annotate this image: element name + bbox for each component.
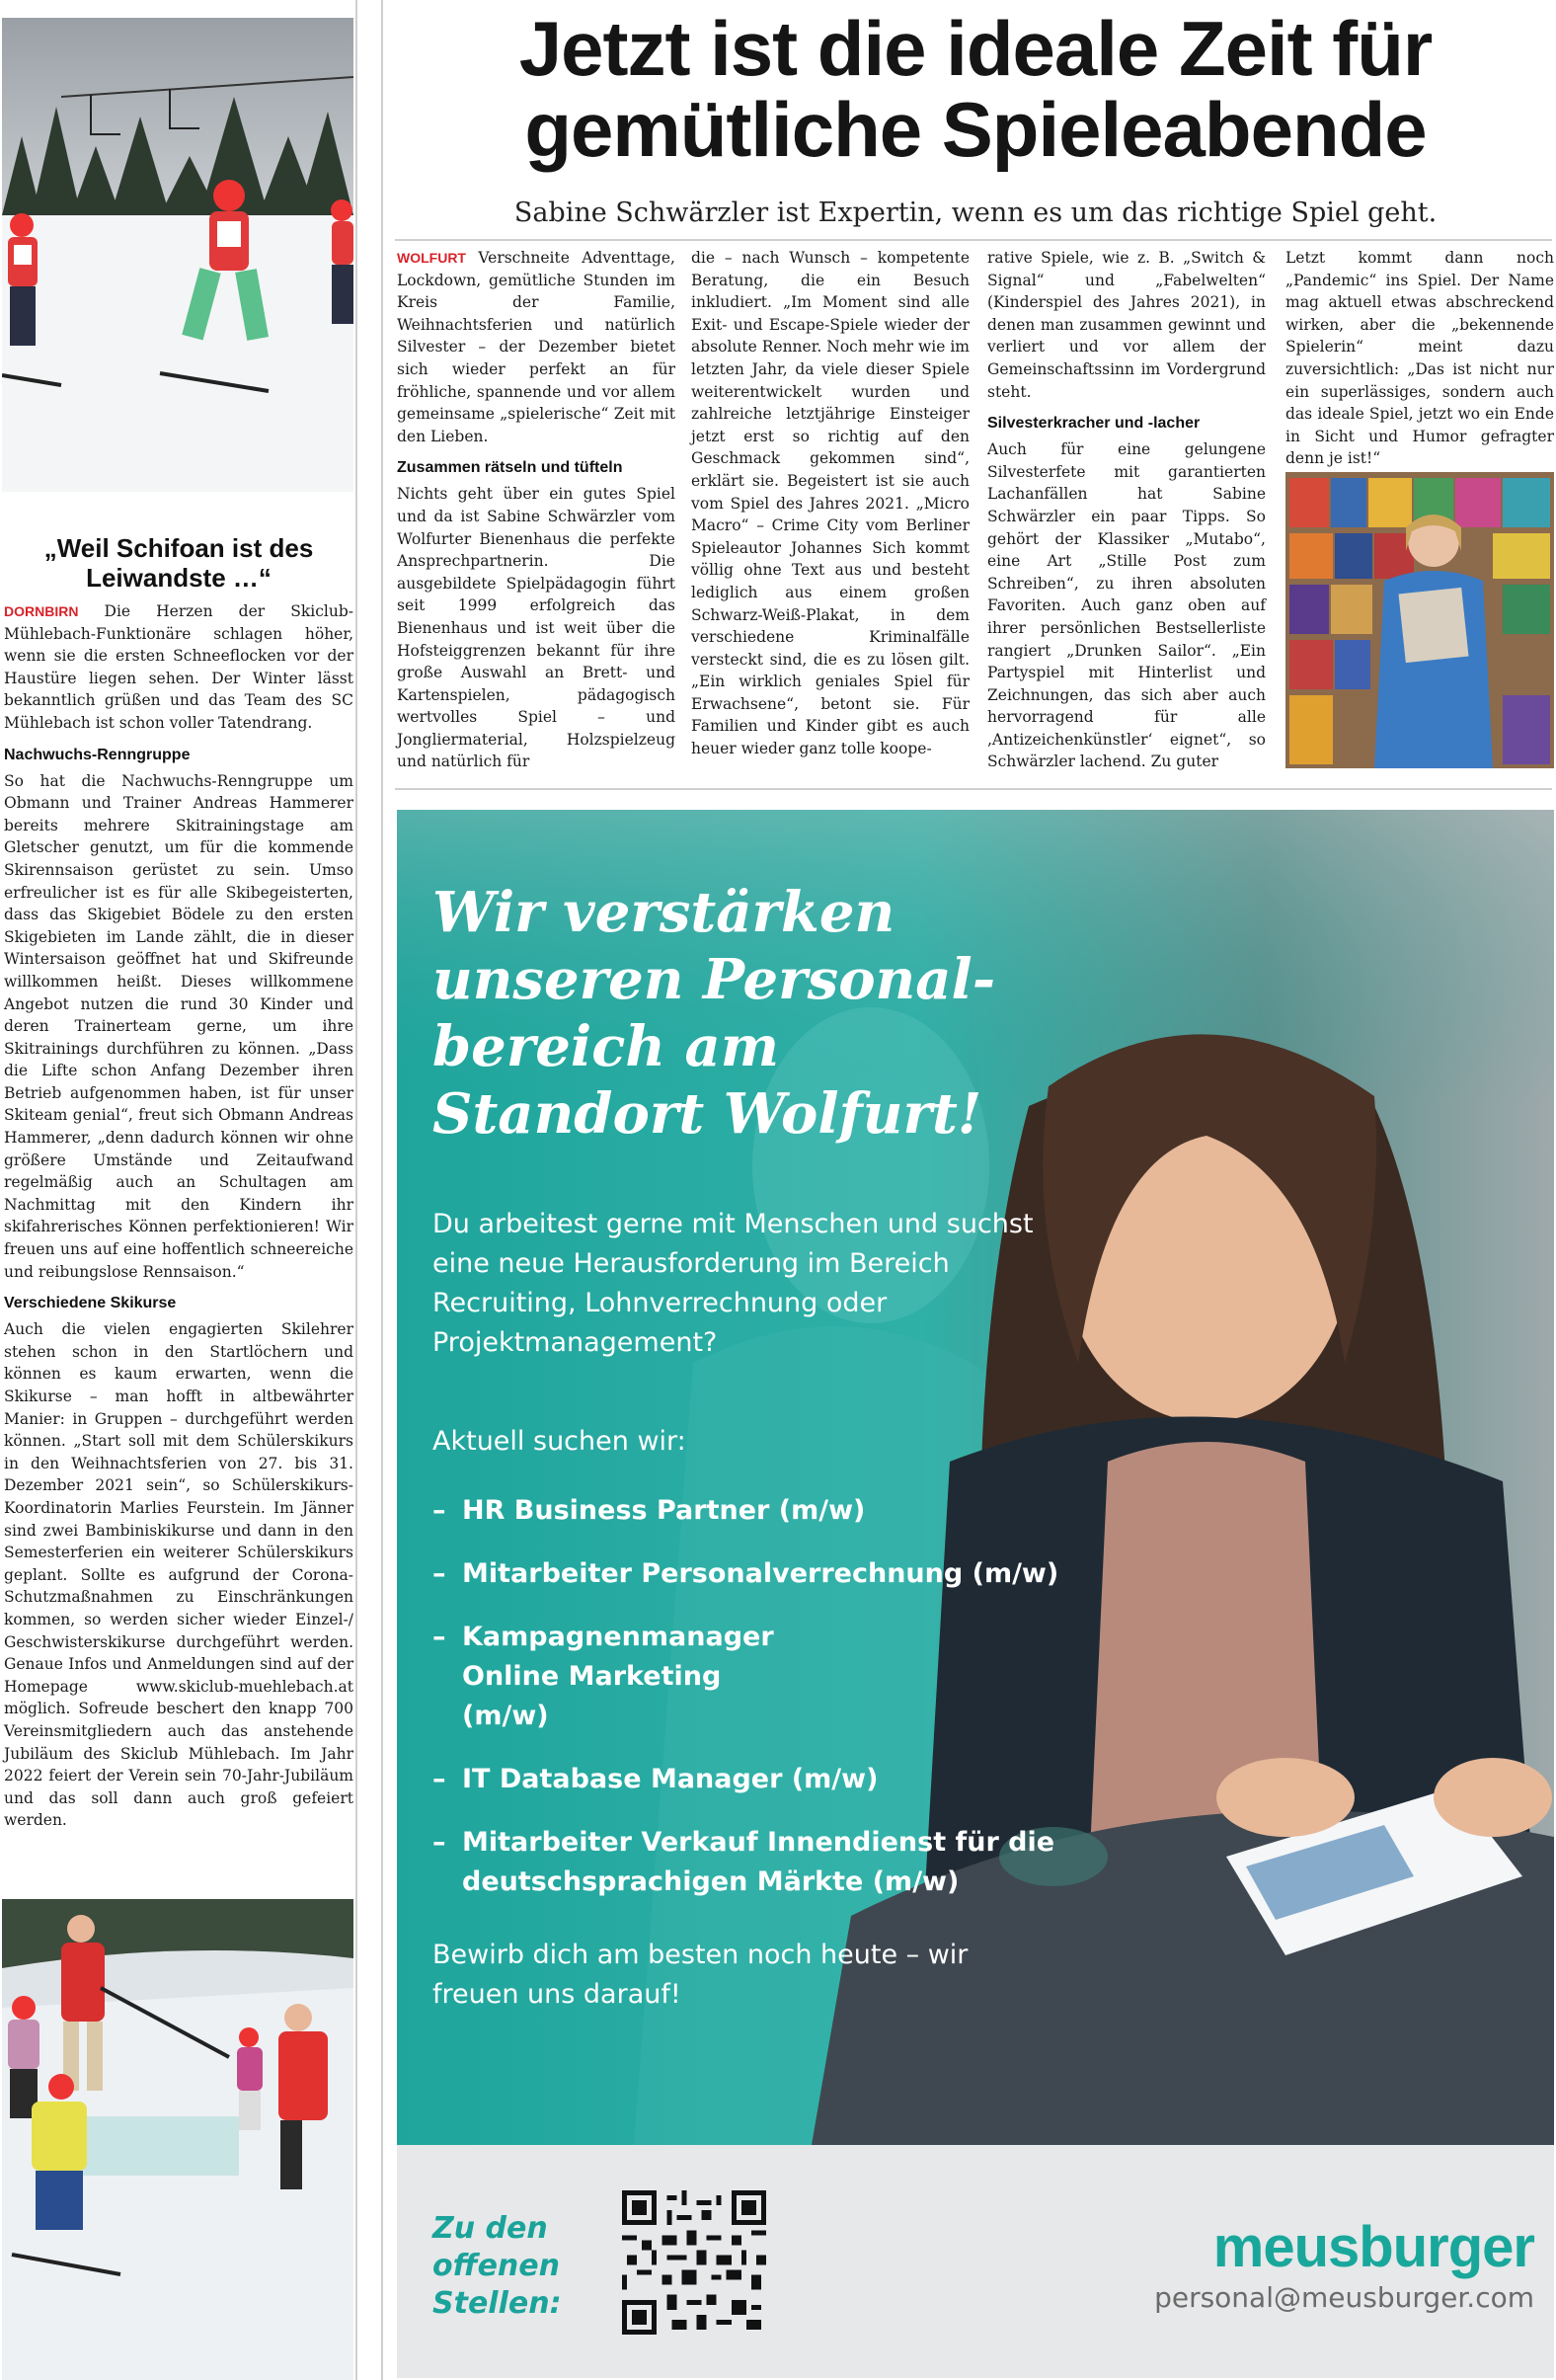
ski-kids-photo	[2, 18, 353, 492]
ski-article-title: „Weil Schifoan ist des Leiwandste …“	[43, 533, 314, 593]
job-item: – Kampagnenmanager Online Marketing (m/w)	[432, 1618, 788, 1736]
ad-search-label: Aktuell suchen wir:	[432, 1426, 686, 1457]
ski-article-paragraph: So hat die Nachwuchs-Renngruppe um Obmann und Trainer Andreas Hammerer bereits mehrere Skitrainingstage am Gletscher genutzt, um für die kommende Skirennsaison gerüstet zu sein. Umso erfreulicher ist es für alle Skibegeisterten, dass das Skigebiet Bödele zu den ersten Skigebieten im Lande zählt, die in dieser Wintersaison geöffnet hat und Skifreunde willkommen heißt. Dieses willkommene Angebot nutzen die rund 30 Kinder und deren Trainerteam gerne, um ihre Skitrainings durchführen zu können. „Dass die Lifte schon Anfang Dezember ihren Betrieb aufgenommen haben, ist für unser Skiteam genial“, freut sich Obmann Andreas Hammerer, „denn dadurch können wir ohne größere Umstände und Zeitaufwand regelmäßig auch an Schultagen am Nachmittag mit den Kindern ihr skifahrerisches Können perfektionieren! Wir freuen uns auf eine hoffentlich schneereiche und reibungslose Rennsaison.“	[4, 771, 353, 1281]
ski-article-intro: DORNBIRN Die Herzen der Skiclub-Mühlebach-Funktionäre schlagen höher, wenn sie die ersten Schneeflocken vor der Haustüre liegen sehen. Der Winter lässt bekanntlich grüßen und das Team des SC Mühlebach ist schon voller Tatendrang.	[4, 602, 353, 732]
meusburger-logo: meusburger	[1212, 2215, 1534, 2279]
open-positions-label: Zu den offenen Stellen:	[432, 2211, 562, 2321]
divider	[395, 788, 1552, 790]
contact-email-link[interactable]: personal@meusburger.com	[1154, 2281, 1534, 2314]
section-heading: Verschiedene Skikurse	[4, 1295, 177, 1312]
location-kicker: DORNBIRN	[4, 603, 79, 619]
article-column-1: WOLFURT Verschneite Adventtage, Lockdown, gemütliche Stunden im Kreis der Familie, Weihnachtsferien und natürlich Silvester – der Dezember bietet sich wieder perfekt an für fröhliche, spannende und vor allem gemeinsame „spielerische“ Zeit mit den Lieben. Zusammen rätseln und tüfteln Nichts geht über ein gutes Spiel und da ist Sabine Schwärzler vom Wolfurter Bienenhaus die perfekte Ansprechpartnerin. Die ausgebildete Spielpädagogin führt seit 1999 erfolgreich das Bienenhaus und ist weit über die Hofsteiggrenzen bekannt für ihre große Auswahl an Brett- und Kartenspielen, pädagogisch wertvolles Spiel – und Jongliermaterial, Holzspielzeug und natürlich für	[397, 249, 675, 771]
job-advertisement	[397, 810, 1554, 2378]
game-store-photo	[1285, 472, 1554, 768]
job-list	[432, 1491, 1183, 1926]
section-heading: Silvesterkracher und -lacher	[987, 415, 1201, 433]
job-item: – HR Business Partner (m/w)	[432, 1491, 1183, 1531]
article-column-2: die – nach Wunsch – kompetente Beratung, die ein Besuch inkludiert. „Im Moment sind alle Exit- und Escape-Spiele wieder der absolute Renner. Noch mehr wie im letzten Jahr, da viele dieser Spiele weiterentwickelt wurden und zahlreiche letztjährige Einsteiger jetzt erst so richtig auf den Geschmack gekommen sind“, erklärt sie. Begeistert ist sie auch vom Spiel des Jahres 2021. „Micro Macro“ – Crime City vom Berliner Spieleautor Johannes Sich kommt völlig ohne Text aus und besteht lediglich aus einem großen Schwarz-Weiß-Plakat, in dem verschiedene Kriminalfälle versteckt sind, die es zu lösen gilt. „Ein wirklich geniales Spiel für Erwachsene“, betont sie. Für Familien und Kinder gibt es auch heuer wieder ganz tolle koope-	[691, 249, 970, 758]
ski-club-article	[4, 533, 353, 1832]
divider	[395, 239, 1552, 241]
column-divider	[381, 0, 383, 2380]
location-kicker: WOLFURT	[397, 250, 466, 266]
job-item: – Mitarbeiter Verkauf Innendienst für die deutschsprachigen Märkte (m/w)	[432, 1823, 1064, 1902]
qr-code[interactable]	[622, 2190, 766, 2335]
ad-intro-text: Du arbeitest gerne mit Menschen und suchst eine neue Herausforderung im Bereich Recruiting, Lohnverrechnung oder Projektmanagement?	[432, 1209, 1034, 1358]
headline-subtitle: Sabine Schwärzler ist Expertin, wenn es um das richtige Spiel geht.	[513, 198, 1438, 228]
ad-headline: Wir verstärken unseren Personal- bereich am Standort Wolfurt!	[432, 880, 996, 1147]
job-item: – Mitarbeiter Personalverrechnung (m/w)	[432, 1554, 1183, 1594]
page-headline: Jetzt ist die ideale Zeit für gemütliche Spieleabende	[518, 5, 1433, 173]
job-item: – IT Database Manager (m/w)	[432, 1760, 1183, 1799]
ski-training-photo	[2, 1899, 353, 2380]
section-heading: Zusammen rätseln und tüfteln	[397, 459, 623, 477]
section-heading: Nachwuchs-Renngruppe	[4, 746, 191, 763]
article-column-4: Letzt kommt dann noch „Pandemic“ ins Spiel. Der Name mag aktuell etwas abschreckend wirken, aber die „bekennende Spielerin“ meint dazu zuversichtlich: „Das ist nicht nur ein superlässiges, sondern auch das ideale Spiel, jetzt wo ein Ende in Sicht und Humor gefragter denn je ist!“	[1285, 249, 1554, 468]
article-column-3: rative Spiele, wie z. B. „Switch & Signal“ und „Fabelwelten“ (Kinderspiel des Jahres 2021), in denen man zusammen gewinnt und verliert und vor allem der Gemeinschaftssinn im Vordergrund steht. Silvesterkracher und -lacher Auch für eine gelungene Silvesterfete mit garantierten Lachanfällen hat Sabine Schwärzler ein paar Tipps. So gehört der Klassiker „Mutabo“, eine Art „Stille Post zum Schreiben“, zu ihren absoluten Favoriten. Auch ganz oben auf ihrer persönlichen Bestsellerliste rangiert „Drunken Sailor“. „Ein Partyspiel mit Hinterlist und Zeichnungen, das sich aber auch hervorragend für alle ‚Antizeichenkünstler‘ eignet“, so Schwärzler lachend. Zu guter	[987, 249, 1266, 771]
ski-article-paragraph: Auch die vielen engagierten Skilehrer stehen schon in den Startlöchern und können es kaum erwarten, wenn die Skikurse – man hofft in altbewährter Manier: in Gruppen – durchgeführt werden können. „Start soll mit dem Schülerskikurs in den Weihnachtsferien von 27. bis 31. Dezember 2021 sein“, so Schülerskikurs-Koordinatorin Marlies Feurstein. Im Jänner sind zwei Bambiniskikurse und dann in den Semesterferien ein weiterer Schülerskikurs geplant. Sollte es aufgrund der Corona-Schutzmaßnahmen zu Einschränkungen kommen, so werden sicher wieder Einzel-/ Geschwisterskikurse durchgeführt werden. Genaue Infos und Anmeldungen sind auf der Homepage www.skiclub-muehlebach.at möglich. Sofreude beschert den knapp 700 Vereinsmitgliedern auch das anstehende Jubiläum des Skiclub Mühlebach. Im Jahr 2022 feiert der Verein sein 70-Jahr-Jubiläum und das soll dann auch groß gefeiert werden.	[4, 1320, 353, 1830]
ad-call-to-action: Bewirb dich am besten noch heute – wir freuen uns darauf!	[432, 1940, 969, 2010]
column-divider	[355, 0, 357, 2380]
